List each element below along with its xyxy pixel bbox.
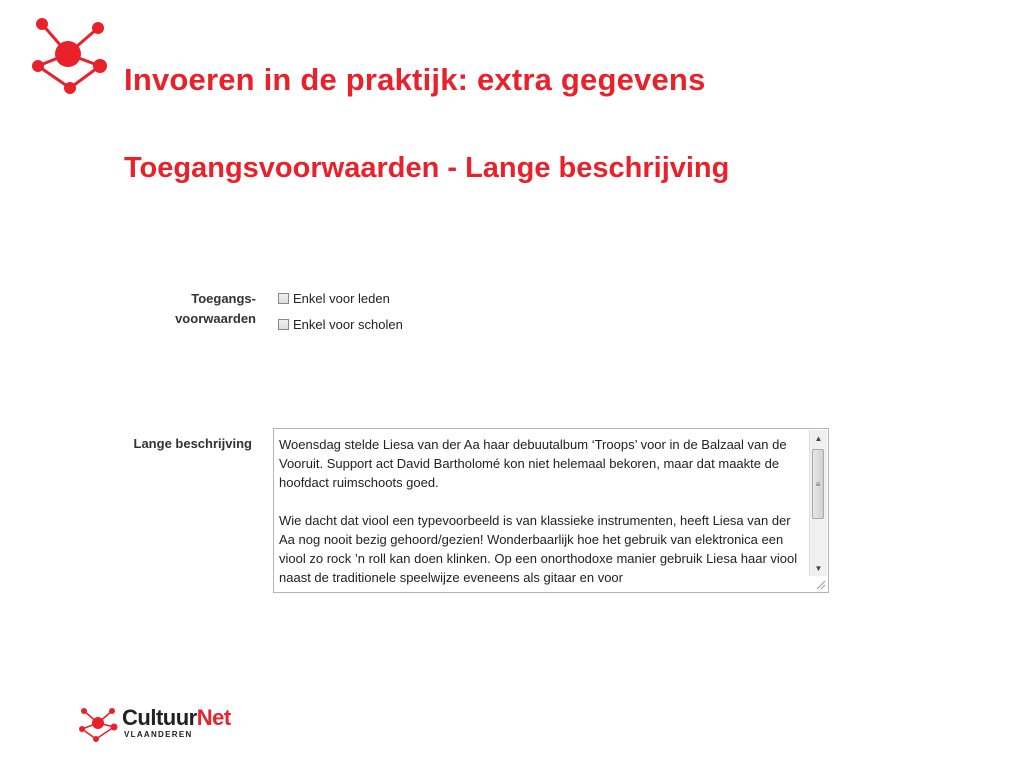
brand-part-cultuur: Cultuur xyxy=(122,705,197,730)
scrollbar-thumb[interactable]: ≡ xyxy=(812,449,824,519)
brand-part-net: Net xyxy=(196,705,231,730)
network-logo-icon xyxy=(28,14,112,98)
schools-only-label: Enkel voor scholen xyxy=(293,316,403,332)
network-nodes-icon xyxy=(78,705,120,745)
members-only-checkbox[interactable] xyxy=(278,293,289,304)
textarea-scrollbar[interactable] xyxy=(809,430,827,576)
cultuurnet-logo xyxy=(78,705,238,745)
description-paragraph-1: Woensdag stelde Liesa van der Aa haar debuutalbum ‘Troops’ voor in de Balzaal van de Vooruit. Support act David Bartholomé kon niet helemaal bekoren, maar dat maakte de hoofdact ruimschoots goed. xyxy=(279,437,787,490)
long-description-text[interactable] xyxy=(279,435,807,587)
access-label-line2: voorwaarden xyxy=(175,311,256,326)
arrow-down-icon[interactable]: ▼ xyxy=(814,563,823,573)
slide-title: Invoeren in de praktijk: extra gegevens xyxy=(124,62,706,97)
access-label-line1: Toegangs- xyxy=(191,291,256,306)
long-description-textarea[interactable] xyxy=(273,428,829,593)
schools-only-checkbox-row[interactable] xyxy=(278,314,403,334)
members-only-label: Enkel voor leden xyxy=(293,290,390,306)
schools-only-checkbox[interactable] xyxy=(278,319,289,330)
arrow-up-icon[interactable]: ▲ xyxy=(814,433,823,443)
slide-subtitle: Toegangsvoorwaarden - Lange beschrijving xyxy=(124,152,730,184)
brand-name xyxy=(122,706,231,730)
brand-subtitle: VLAANDEREN xyxy=(124,730,193,739)
access-conditions-label xyxy=(150,289,256,329)
description-paragraph-2: Wie dacht dat viool een typevoorbeeld is van klassieke instrumenten, heeft Liesa van der Aa nog nooit bezig gehoord/gezien! Wonderbaarlijk hoe het gebruik van elektronica een viool zo rock ’n roll kan doen klinken. Op een onorthodoxe manier gebruik Liesa haar viool naast de traditionele speelwijze eveneens als gitaar en voor xyxy=(279,513,798,585)
resize-grip-icon[interactable] xyxy=(811,575,827,591)
long-description-label: Lange beschrijving xyxy=(133,436,252,451)
members-only-checkbox-row[interactable] xyxy=(278,288,390,308)
